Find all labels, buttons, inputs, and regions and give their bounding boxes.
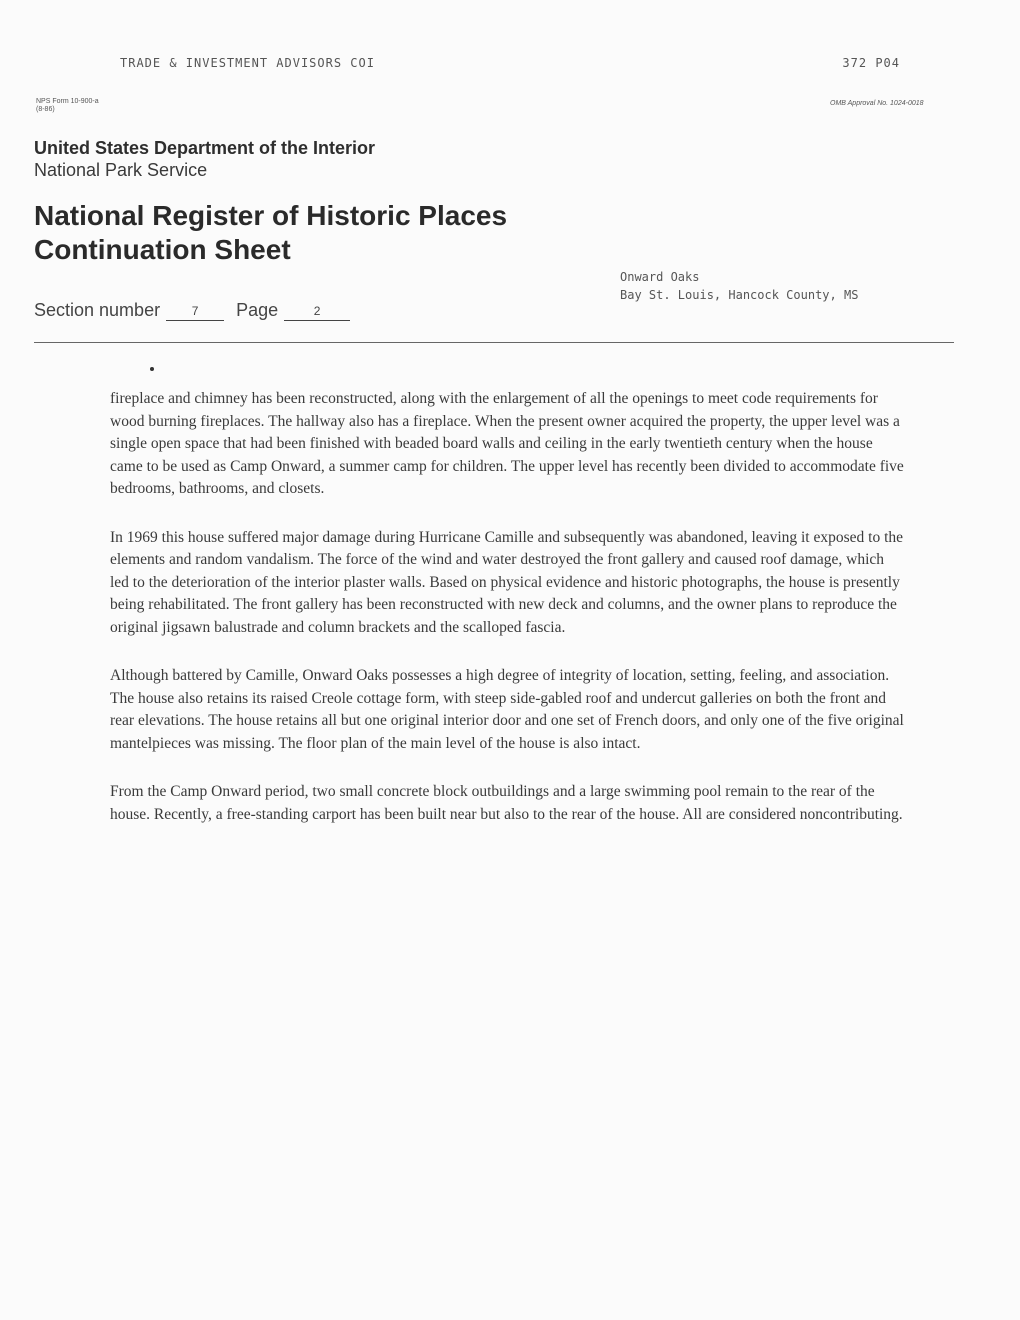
fax-page-id: 372 P04 <box>842 56 900 70</box>
omb-approval: OMB Approval No. 1024-0018 <box>830 100 924 107</box>
body-text <box>110 388 905 852</box>
form-number-text: NPS Form 10-900-a <box>36 98 99 105</box>
form-revision: (8-86) <box>36 106 55 113</box>
page-label: Page <box>236 300 279 320</box>
fax-sender: TRADE & INVESTMENT ADVISORS COI <box>120 56 375 70</box>
paragraph: fireplace and chimney has been reconstructed, along with the enlargement of all the openings to meet code requirements for wood burning fireplaces. The hallway also has a fireplace. When the present owner acquired the property, the upper level was a single open space that had been finished with beaded board walls and ceiling in the early twentieth century when the house came to be used as Camp Onward, a summer camp for children. The upper level has recently been divided to accommodate five bedrooms, bathrooms, and closets. <box>110 390 904 497</box>
section-page-line <box>34 300 362 321</box>
property-location: Bay St. Louis, Hancock County, MS <box>620 288 859 302</box>
section-label: Section number <box>34 300 161 320</box>
paragraph: In 1969 this house suffered major damage during Hurricane Camille and subsequently was abandoned, leaving it exposed to the elements and random vandalism. The force of the wind and water destroyed the front gallery and caused roof damage, which led to the deterioration of the interior plaster walls. Based on physical evidence and historic photographs, the house is presently being rehabilitated. The front gallery has been reconstructed with new deck and columns, and the owner plans to reproduce the original jigsawn balustrade and column brackets and the scalloped fascia. <box>110 528 904 636</box>
service-name: National Park Service <box>34 160 208 180</box>
property-info <box>620 268 858 304</box>
header-divider <box>34 342 954 343</box>
paragraph: Although battered by Camille, Onward Oaks possesses a high degree of integrity of location, setting, feeling, and association. The house also retains its raised Creole cottage form, with steep side-gabled roof and undercut galleries on both the front and rear elevations. The house retains all but one original interior door and one set of French doors, and only one of the five original mantelpieces was missing. The floor plan of the main level of the house is also intact. <box>110 667 904 752</box>
department-name: United States Department of the Interior <box>34 138 376 158</box>
form-title: National Register of Historic Places <box>34 200 508 231</box>
property-name: Onward Oaks <box>620 270 700 284</box>
page-number: 2 <box>284 304 350 321</box>
form-number <box>36 98 99 114</box>
paragraph: From the Camp Onward period, two small concrete block outbuildings and a large swimming pool remain to the rear of the house. Recently, a free-standing carport has been built near but also to the rear of the house. All are considered noncontributing. <box>110 783 903 823</box>
fax-header <box>120 56 900 70</box>
stray-mark <box>150 367 154 371</box>
section-number: 7 <box>166 304 224 321</box>
form-subtitle: Continuation Sheet <box>34 234 291 265</box>
